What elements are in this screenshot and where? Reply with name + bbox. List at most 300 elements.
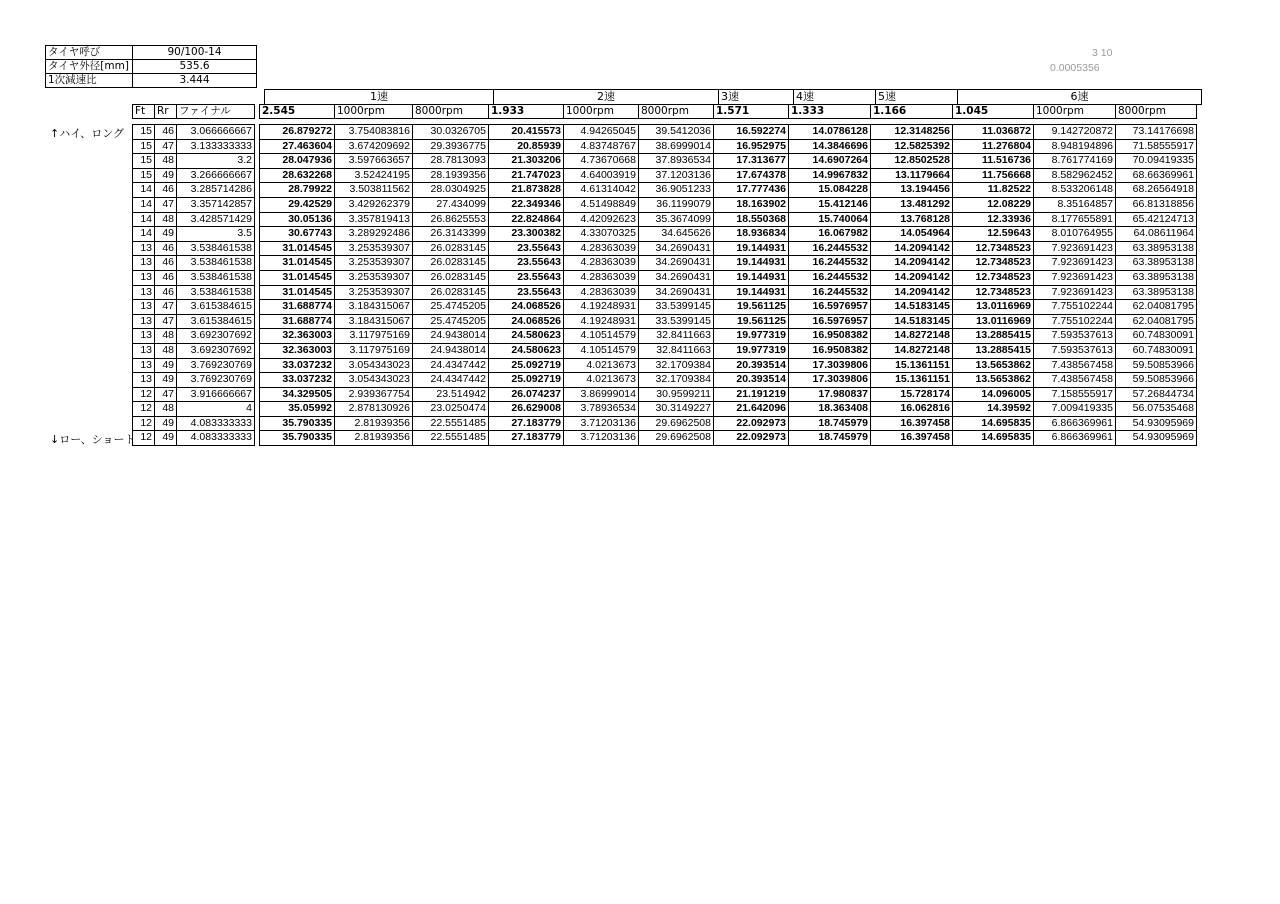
table-cell: 4.28363039	[564, 285, 639, 300]
table-cell: 15	[133, 125, 155, 140]
gear-header-3: 3速	[719, 90, 794, 105]
table-cell: 49	[155, 431, 177, 446]
table-cell: 39.5412036	[639, 125, 714, 140]
table-cell: 13	[133, 256, 155, 271]
table-cell: 17.674378	[714, 168, 789, 183]
table-cell: 31.688774	[260, 314, 335, 329]
table-cell: 16.592274	[714, 125, 789, 140]
table-cell: 3.184315067	[335, 314, 413, 329]
table-cell: 3.054343023	[335, 358, 413, 373]
table-cell: 31.014545	[260, 285, 335, 300]
table-cell: 16.067982	[789, 227, 871, 242]
table-cell: 46	[155, 285, 177, 300]
table-cell: 25.092719	[489, 358, 564, 373]
table-cell: 48	[155, 402, 177, 417]
table-cell: 19.977319	[714, 343, 789, 358]
table-cell: 18.363408	[789, 402, 871, 417]
table-row	[133, 197, 1197, 212]
col-header-ft: Ft	[133, 105, 155, 119]
table-cell: 26.0283145	[413, 241, 489, 256]
table-row	[133, 154, 1197, 169]
table-cell: 20.85939	[489, 139, 564, 154]
table-cell: 18.936834	[714, 227, 789, 242]
table-cell: 8.010764955	[1034, 227, 1116, 242]
table-cell: 16.2445532	[789, 256, 871, 271]
table-cell: 3.78936534	[564, 402, 639, 417]
table-cell: 12.8502528	[871, 154, 953, 169]
table-cell: 68.26564918	[1116, 183, 1197, 198]
table-cell: 46	[155, 183, 177, 198]
table-cell: 3.52424195	[335, 168, 413, 183]
table-cell: 4.083333333	[177, 431, 255, 446]
table-cell: 33.037232	[260, 358, 335, 373]
table-cell: 7.923691423	[1034, 256, 1116, 271]
table-cell: 60.74830091	[1116, 343, 1197, 358]
table-cell: 16.5976957	[789, 300, 871, 315]
table-cell: 48	[155, 343, 177, 358]
table-cell: 3.289292486	[335, 227, 413, 242]
table-cell: 62.04081795	[1116, 300, 1197, 315]
table-cell: 13	[133, 270, 155, 285]
table-cell: 24.9438014	[413, 343, 489, 358]
table-cell: 27.183779	[489, 416, 564, 431]
table-cell: 14.6907264	[789, 154, 871, 169]
table-cell: 23.55643	[489, 270, 564, 285]
table-cell: 3.117975169	[335, 343, 413, 358]
table-cell: 4.0213673	[564, 358, 639, 373]
table-cell: 28.0304925	[413, 183, 489, 198]
table-cell: 46	[155, 256, 177, 271]
table-cell: 14.5183145	[871, 314, 953, 329]
table-cell: 29.6962508	[639, 431, 714, 446]
table-cell: 3.754083816	[335, 125, 413, 140]
table-cell: 17.980837	[789, 387, 871, 402]
table-cell: 4.10514579	[564, 329, 639, 344]
table-cell: 32.1709384	[639, 358, 714, 373]
table-row	[133, 256, 1197, 271]
table-cell: 24.4347442	[413, 358, 489, 373]
table-cell: 24.068526	[489, 314, 564, 329]
table-cell: 35.790335	[260, 431, 335, 446]
table-row	[133, 358, 1197, 373]
table-cell: 4.28363039	[564, 241, 639, 256]
table-cell: 2.81939356	[335, 431, 413, 446]
table-row	[133, 285, 1197, 300]
table-cell: 56.07535468	[1116, 402, 1197, 417]
table-cell: 4.33070325	[564, 227, 639, 242]
table-cell: 35.05992	[260, 402, 335, 417]
table-cell: 33.037232	[260, 373, 335, 388]
column-header-row	[132, 104, 1197, 119]
table-cell: 17.313677	[714, 154, 789, 169]
table-cell: 16.397458	[871, 416, 953, 431]
table-cell: 14.054964	[871, 227, 953, 242]
table-cell: 12.59643	[953, 227, 1034, 242]
table-cell: 32.363003	[260, 329, 335, 344]
table-cell: 27.434099	[413, 197, 489, 212]
table-cell: 23.0250474	[413, 402, 489, 417]
table-cell: 3.133333333	[177, 139, 255, 154]
table-cell: 62.04081795	[1116, 314, 1197, 329]
table-cell: 3.597663657	[335, 154, 413, 169]
table-cell: 28.1939356	[413, 168, 489, 183]
table-cell: 8.582962452	[1034, 168, 1116, 183]
gear-header-1: 1速	[265, 90, 494, 105]
table-cell: 14	[133, 227, 155, 242]
table-cell: 21.873828	[489, 183, 564, 198]
table-cell: 19.561125	[714, 314, 789, 329]
table-cell: 27.183779	[489, 431, 564, 446]
table-row	[133, 227, 1197, 242]
table-cell: 34.2690431	[639, 256, 714, 271]
table-cell: 15	[133, 168, 155, 183]
table-cell: 64.08611964	[1116, 227, 1197, 242]
table-cell: 14.2094142	[871, 241, 953, 256]
table-cell: 26.0283145	[413, 270, 489, 285]
table-cell: 34.329505	[260, 387, 335, 402]
table-cell: 4	[177, 402, 255, 417]
gear-header-row	[264, 89, 1202, 105]
table-cell: 47	[155, 139, 177, 154]
table-cell: 4.61314042	[564, 183, 639, 198]
table-cell: 24.068526	[489, 300, 564, 315]
table-cell: 49	[155, 358, 177, 373]
info-value: 3.444	[133, 74, 257, 88]
table-cell: 14.695835	[953, 416, 1034, 431]
table-cell: 14.096005	[953, 387, 1034, 402]
table-cell: 13.0116969	[953, 314, 1034, 329]
table-cell: 6.866369961	[1034, 416, 1116, 431]
table-cell: 13	[133, 358, 155, 373]
table-cell: 28.632268	[260, 168, 335, 183]
table-cell: 13	[133, 285, 155, 300]
table-cell: 32.8411663	[639, 329, 714, 344]
corner-note-2: 0.0005356	[1050, 62, 1100, 74]
table-cell: 3.5	[177, 227, 255, 242]
table-cell: 30.3149227	[639, 402, 714, 417]
table-cell: 26.879272	[260, 125, 335, 140]
table-cell: 12.7348523	[953, 285, 1034, 300]
table-cell: 7.923691423	[1034, 241, 1116, 256]
table-cell: 26.629008	[489, 402, 564, 417]
table-row	[133, 212, 1197, 227]
table-cell: 25.092719	[489, 373, 564, 388]
table-cell: 22.092973	[714, 431, 789, 446]
table-cell: 30.67743	[260, 227, 335, 242]
table-cell: 46	[155, 241, 177, 256]
table-cell: 26.8625553	[413, 212, 489, 227]
table-cell: 11.276804	[953, 139, 1034, 154]
table-cell: 11.036872	[953, 125, 1034, 140]
table-cell: 18.163902	[714, 197, 789, 212]
table-cell: 54.93095969	[1116, 416, 1197, 431]
table-cell: 26.3143399	[413, 227, 489, 242]
table-cell: 19.144931	[714, 241, 789, 256]
table-cell: 23.55643	[489, 241, 564, 256]
table-row	[133, 125, 1197, 140]
table-cell: 15	[133, 139, 155, 154]
table-cell: 14.0786128	[789, 125, 871, 140]
table-cell: 8.761774169	[1034, 154, 1116, 169]
table-cell: 59.50853966	[1116, 358, 1197, 373]
col-header: 8000rpm	[639, 105, 714, 119]
table-cell: 30.9599211	[639, 387, 714, 402]
table-cell: 28.79922	[260, 183, 335, 198]
table-cell: 68.66369961	[1116, 168, 1197, 183]
table-cell: 3.769230769	[177, 358, 255, 373]
table-cell: 37.8936534	[639, 154, 714, 169]
table-cell: 15.1361151	[871, 373, 953, 388]
table-cell: 29.3936775	[413, 139, 489, 154]
table-cell: 7.438567458	[1034, 373, 1116, 388]
table-cell: 19.977319	[714, 329, 789, 344]
table-cell: 63.38953138	[1116, 270, 1197, 285]
table-cell: 15.1361151	[871, 358, 953, 373]
table-cell: 4.64003919	[564, 168, 639, 183]
table-row	[133, 402, 1197, 417]
table-cell: 3.692307692	[177, 343, 255, 358]
table-cell: 3.71203136	[564, 431, 639, 446]
table-cell: 21.303206	[489, 154, 564, 169]
table-cell: 16.2445532	[789, 241, 871, 256]
table-cell: 20.393514	[714, 373, 789, 388]
table-cell: 22.5551485	[413, 431, 489, 446]
table-cell: 31.688774	[260, 300, 335, 315]
info-row-primary-ratio	[46, 74, 257, 88]
info-label: 1次減速比	[46, 74, 133, 88]
col-header: 1000rpm	[335, 105, 413, 119]
table-cell: 33.5399145	[639, 314, 714, 329]
table-cell: 14	[133, 197, 155, 212]
table-cell: 24.9438014	[413, 329, 489, 344]
info-value: 90/100-14	[133, 46, 257, 60]
table-cell: 19.144931	[714, 270, 789, 285]
table-cell: 12	[133, 402, 155, 417]
table-cell: 11.82522	[953, 183, 1034, 198]
tire-info-table	[45, 45, 257, 88]
table-cell: 14.5183145	[871, 300, 953, 315]
table-cell: 34.645626	[639, 227, 714, 242]
table-cell: 3.429262379	[335, 197, 413, 212]
table-cell: 30.0326705	[413, 125, 489, 140]
table-cell: 12	[133, 431, 155, 446]
table-cell: 14.2094142	[871, 285, 953, 300]
table-cell: 16.397458	[871, 431, 953, 446]
table-row	[133, 387, 1197, 402]
table-cell: 32.8411663	[639, 343, 714, 358]
table-cell: 16.9508382	[789, 343, 871, 358]
col-header: 8000rpm	[413, 105, 489, 119]
table-cell: 3.066666667	[177, 125, 255, 140]
col-header: 1000rpm	[1034, 105, 1116, 119]
table-cell: 14.2094142	[871, 256, 953, 271]
table-cell: 3.71203136	[564, 416, 639, 431]
table-cell: 20.415573	[489, 125, 564, 140]
table-row	[133, 270, 1197, 285]
table-cell: 12	[133, 416, 155, 431]
table-cell: 59.50853966	[1116, 373, 1197, 388]
col-header: 1.571	[714, 105, 789, 119]
table-cell: 3.266666667	[177, 168, 255, 183]
table-cell: 46	[155, 125, 177, 140]
table-cell: 13	[133, 300, 155, 315]
info-label: タイヤ呼び	[46, 46, 133, 60]
col-header: 1.333	[789, 105, 871, 119]
table-cell: 13.2885415	[953, 329, 1034, 344]
table-cell: 16.5976957	[789, 314, 871, 329]
table-row	[133, 183, 1197, 198]
table-row	[133, 241, 1197, 256]
table-cell: 12.5825392	[871, 139, 953, 154]
table-row	[133, 300, 1197, 315]
table-cell: 37.1203136	[639, 168, 714, 183]
table-cell: 25.4745205	[413, 314, 489, 329]
table-cell: 3.615384615	[177, 300, 255, 315]
table-row	[133, 431, 1197, 446]
table-cell: 15.728174	[871, 387, 953, 402]
table-cell: 18.745979	[789, 416, 871, 431]
table-cell: 2.81939356	[335, 416, 413, 431]
table-cell: 3.253539307	[335, 256, 413, 271]
table-cell: 60.74830091	[1116, 329, 1197, 344]
table-cell: 13	[133, 241, 155, 256]
corner-note-1: 3 10	[1092, 47, 1113, 59]
gear-header-2: 2速	[494, 90, 719, 105]
table-cell: 13.1179664	[871, 168, 953, 183]
table-cell: 3.357142857	[177, 197, 255, 212]
table-cell: 31.014545	[260, 256, 335, 271]
table-cell: 36.1199079	[639, 197, 714, 212]
table-cell: 7.923691423	[1034, 270, 1116, 285]
table-cell: 3.538461538	[177, 256, 255, 271]
table-cell: 31.014545	[260, 270, 335, 285]
table-cell: 16.952975	[714, 139, 789, 154]
table-cell: 54.93095969	[1116, 431, 1197, 446]
table-cell: 16.062816	[871, 402, 953, 417]
table-cell: 2.878130926	[335, 402, 413, 417]
table-cell: 48	[155, 212, 177, 227]
gear-header-5: 5速	[876, 90, 958, 105]
table-cell: 47	[155, 387, 177, 402]
table-cell: 31.014545	[260, 241, 335, 256]
table-cell: 4.19248931	[564, 314, 639, 329]
table-cell: 14.8272148	[871, 329, 953, 344]
table-cell: 14.39592	[953, 402, 1034, 417]
gear-header-4: 4速	[794, 90, 876, 105]
table-cell: 63.38953138	[1116, 285, 1197, 300]
table-cell: 15.412146	[789, 197, 871, 212]
table-cell: 13.481292	[871, 197, 953, 212]
table-cell: 48	[155, 329, 177, 344]
table-cell: 49	[155, 373, 177, 388]
table-cell: 22.5551485	[413, 416, 489, 431]
table-cell: 12.7348523	[953, 256, 1034, 271]
table-cell: 3.674209692	[335, 139, 413, 154]
table-cell: 12.08229	[953, 197, 1034, 212]
table-cell: 32.1709384	[639, 373, 714, 388]
table-cell: 49	[155, 168, 177, 183]
table-cell: 17.777436	[714, 183, 789, 198]
table-cell: 32.363003	[260, 343, 335, 358]
table-cell: 14.8272148	[871, 343, 953, 358]
col-header: 1000rpm	[564, 105, 639, 119]
col-header: 1.166	[871, 105, 953, 119]
table-cell: 3.285714286	[177, 183, 255, 198]
table-cell: 15.740064	[789, 212, 871, 227]
info-row-tire-diameter	[46, 60, 257, 74]
table-cell: 4.73670668	[564, 154, 639, 169]
table-cell: 26.074237	[489, 387, 564, 402]
table-cell: 13	[133, 343, 155, 358]
table-cell: 3.253539307	[335, 270, 413, 285]
table-cell: 3.538461538	[177, 241, 255, 256]
table-cell: 23.55643	[489, 285, 564, 300]
table-cell: 28.7813093	[413, 154, 489, 169]
table-cell: 48	[155, 154, 177, 169]
table-row	[133, 314, 1197, 329]
table-cell: 24.4347442	[413, 373, 489, 388]
table-cell: 4.83748767	[564, 139, 639, 154]
table-row	[133, 139, 1197, 154]
table-cell: 4.94265045	[564, 125, 639, 140]
table-cell: 47	[155, 300, 177, 315]
table-row	[133, 343, 1197, 358]
table-cell: 9.142720872	[1034, 125, 1116, 140]
table-cell: 18.550368	[714, 212, 789, 227]
table-cell: 7.158555917	[1034, 387, 1116, 402]
col-header: 2.545	[260, 105, 335, 119]
table-cell: 3.253539307	[335, 241, 413, 256]
table-cell: 24.580623	[489, 343, 564, 358]
table-cell: 12.3148256	[871, 125, 953, 140]
col-header-final: ファイナル	[177, 105, 255, 119]
table-cell: 26.0283145	[413, 256, 489, 271]
table-cell: 3.2	[177, 154, 255, 169]
table-cell: 23.300382	[489, 227, 564, 242]
table-cell: 46	[155, 270, 177, 285]
table-cell: 7.009419335	[1034, 402, 1116, 417]
table-cell: 66.81318856	[1116, 197, 1197, 212]
table-cell: 3.692307692	[177, 329, 255, 344]
table-cell: 22.824864	[489, 212, 564, 227]
table-cell: 7.923691423	[1034, 285, 1116, 300]
table-cell: 11.756668	[953, 168, 1034, 183]
table-cell: 13.0116969	[953, 300, 1034, 315]
table-cell: 57.26844734	[1116, 387, 1197, 402]
gear-header-6: 6速	[958, 90, 1202, 105]
table-cell: 65.42124713	[1116, 212, 1197, 227]
table-cell: 35.790335	[260, 416, 335, 431]
table-cell: 34.2690431	[639, 270, 714, 285]
table-cell: 14	[133, 183, 155, 198]
table-cell: 3.503811562	[335, 183, 413, 198]
table-cell: 3.615384615	[177, 314, 255, 329]
table-cell: 21.747023	[489, 168, 564, 183]
table-cell: 7.593537613	[1034, 329, 1116, 344]
info-value: 535.6	[133, 60, 257, 74]
table-cell: 26.0283145	[413, 285, 489, 300]
table-cell: 3.054343023	[335, 373, 413, 388]
table-cell: 13.2885415	[953, 343, 1034, 358]
table-cell: 13.194456	[871, 183, 953, 198]
table-cell: 49	[155, 227, 177, 242]
table-cell: 13.768128	[871, 212, 953, 227]
table-cell: 3.357819413	[335, 212, 413, 227]
table-cell: 4.083333333	[177, 416, 255, 431]
col-header: 1.045	[953, 105, 1034, 119]
table-cell: 12.7348523	[953, 241, 1034, 256]
table-cell: 6.866369961	[1034, 431, 1116, 446]
